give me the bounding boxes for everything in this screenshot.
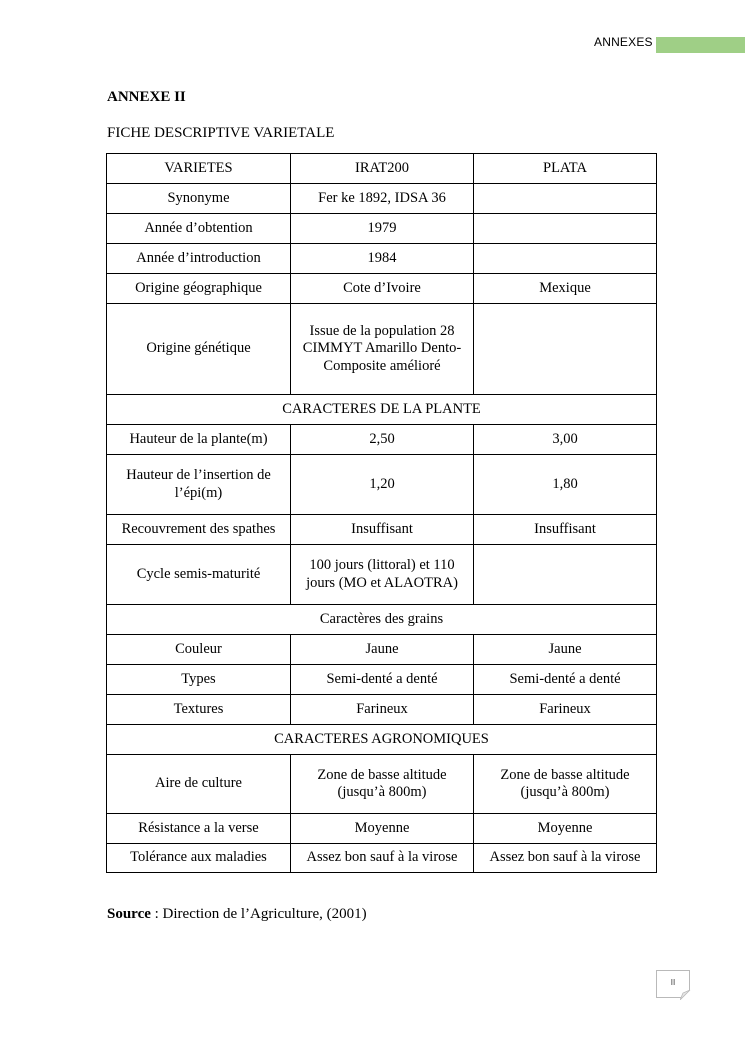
table-cell: Résistance a la verse	[107, 814, 291, 844]
table-cell: Année d’obtention	[107, 214, 291, 244]
source-line	[107, 906, 367, 923]
table-row	[107, 665, 657, 695]
table-cell: 1,20	[291, 455, 474, 515]
table-cell: Jaune	[291, 635, 474, 665]
table-cell: Origine génétique	[107, 304, 291, 395]
fiche-title: FICHE DESCRIPTIVE VARIETALE	[107, 125, 335, 141]
table-cell: 100 jours (littoral) et 110 jours (MO et ALAOTRA)	[291, 545, 474, 605]
variety-table	[106, 153, 657, 873]
section-heading: Caractères des grains	[107, 605, 657, 635]
table-cell: Farineux	[474, 695, 657, 725]
table-cell: Tolérance aux maladies	[107, 844, 291, 873]
table-cell: Farineux	[291, 695, 474, 725]
header-cell: PLATA	[474, 154, 657, 184]
table-row	[107, 755, 657, 814]
table-cell: Année d’introduction	[107, 244, 291, 274]
table-cell: Moyenne	[291, 814, 474, 844]
table-cell: Moyenne	[474, 814, 657, 844]
table-row	[107, 695, 657, 725]
table-row	[107, 635, 657, 665]
table-row	[107, 515, 657, 545]
header-accent-bar	[656, 37, 745, 53]
header-section-label: ANNEXES	[594, 35, 653, 49]
section-heading: CARACTERES AGRONOMIQUES	[107, 725, 657, 755]
table-cell: Jaune	[474, 635, 657, 665]
table-cell	[474, 184, 657, 214]
table-cell: Mexique	[474, 274, 657, 304]
table-cell: 1,80	[474, 455, 657, 515]
table-cell: Issue de la population 28 CIMMYT Amarillo Dento-Composite amélioré	[291, 304, 474, 395]
table-cell: Semi-denté a denté	[291, 665, 474, 695]
table-cell: Cote d’Ivoire	[291, 274, 474, 304]
table-row	[107, 425, 657, 455]
table-cell: Zone de basse altitude (jusqu’à 800m)	[474, 755, 657, 814]
table-cell	[474, 545, 657, 605]
table-cell: Insuffisant	[291, 515, 474, 545]
table-cell: Cycle semis-maturité	[107, 545, 291, 605]
table-cell: Couleur	[107, 635, 291, 665]
table-cell: 3,00	[474, 425, 657, 455]
table-row	[107, 814, 657, 844]
page-curl-icon	[680, 988, 692, 1000]
table-cell: Types	[107, 665, 291, 695]
table-cell	[474, 244, 657, 274]
table-cell	[474, 214, 657, 244]
header-cell: IRAT200	[291, 154, 474, 184]
table-cell: Zone de basse altitude (jusqu’à 800m)	[291, 755, 474, 814]
table-cell: 2,50	[291, 425, 474, 455]
table-row	[107, 545, 657, 605]
table-cell	[474, 304, 657, 395]
table-row	[107, 274, 657, 304]
table-cell: Textures	[107, 695, 291, 725]
header-cell: VARIETES	[107, 154, 291, 184]
source-text: : Direction de l’Agriculture, (2001)	[150, 906, 367, 922]
table-cell: Fer ke 1892, IDSA 36	[291, 184, 474, 214]
table-cell: Assez bon sauf à la virose	[474, 844, 657, 873]
table-row	[107, 455, 657, 515]
table-row	[107, 244, 657, 274]
annexe-title: ANNEXE II	[107, 89, 186, 105]
table-cell: 1984	[291, 244, 474, 274]
table-cell: Hauteur de l’insertion de l’épi(m)	[107, 455, 291, 515]
table-cell: Recouvrement des spathes	[107, 515, 291, 545]
table-cell: Synonyme	[107, 184, 291, 214]
table-cell: Aire de culture	[107, 755, 291, 814]
table-row	[107, 184, 657, 214]
table-cell: Assez bon sauf à la virose	[291, 844, 474, 873]
table-cell: Origine géographique	[107, 274, 291, 304]
table-row	[107, 214, 657, 244]
section-heading: CARACTERES DE LA PLANTE	[107, 395, 657, 425]
table-cell: Insuffisant	[474, 515, 657, 545]
source-label: Source	[107, 906, 151, 922]
table-header-row	[107, 154, 657, 184]
table-row	[107, 304, 657, 395]
page-number: II	[670, 978, 676, 987]
table-cell: 1979	[291, 214, 474, 244]
section-row-agro	[107, 725, 657, 755]
section-row-grains	[107, 605, 657, 635]
table-cell: Semi-denté a denté	[474, 665, 657, 695]
table-cell: Hauteur de la plante(m)	[107, 425, 291, 455]
section-row-plante	[107, 395, 657, 425]
table-row	[107, 844, 657, 873]
